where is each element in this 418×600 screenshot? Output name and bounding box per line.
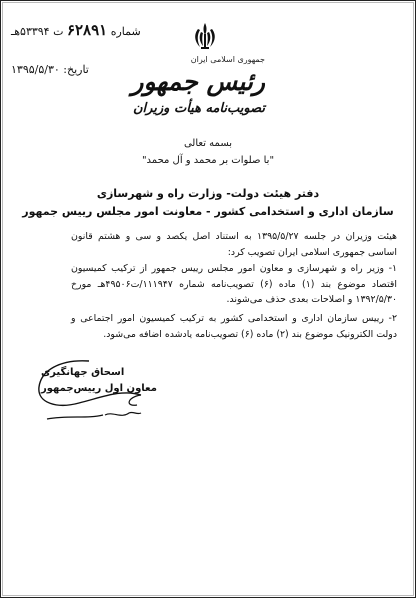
decree-item-2: ۲- رییس سازمان اداری و استخدامی کشور به ترکیب کمیسیون امور اجتماعی و دولت الکترونیک موضوع بند (۲) ماده (۶) تصویب‌نامه یادشده اضافه می‌شود. — [71, 312, 397, 340]
recipient-line-2: سازمان اداری و استخدامی کشور - معاونت امور مجلس رییس جمهور — [22, 205, 394, 218]
decree-item-1: ۱- وزیر راه و شهرسازی و معاون امور مجلس رییس جمهور از ترکیب کمیسیون اقتصاد موضوع بند (۱) ماده (۶) تصویب‌نامه شماره ۱۱۱۹۴۷/ت۴۹۵۰۶هـ مورخ ۱۳۹۲/۵/۳۰ و اصلاحات بعدی حذف می‌شوند. — [71, 263, 397, 306]
iran-emblem-icon — [188, 21, 222, 51]
signer-name: اسحاق جهانگیری — [41, 367, 125, 378]
salavat: "با صلوات بر محمد و آل محمد" — [141, 155, 275, 166]
signer-title: معاون اول رییس‌جمهور — [41, 383, 157, 394]
letter-number-label: شماره — [110, 25, 141, 38]
letter-date-label: تاریخ — [66, 63, 89, 76]
recipient-line-1: دفتر هیئت دولت- وزارت راه و شهرسازی — [96, 187, 320, 200]
republic-line: جمهوری اسلامی ایران — [190, 55, 265, 64]
letter-date: تاریخ: ۱۳۹۵/۵/۳۰ — [11, 63, 89, 76]
letter-number-suffix: ت ۵۳۳۹۴هـ — [11, 25, 64, 38]
letter-number-value: ۶۲۸۹۱ — [66, 21, 108, 39]
bismillah: بسمه تعالی — [183, 138, 233, 149]
decree-intro: هیئت وزیران در جلسه ۱۳۹۵/۵/۲۷ به استناد اصل یکصد و سی و هشتم قانون اساسی جمهوری اسلامی ایران تصویب کرد: — [71, 231, 398, 258]
decree-body — [71, 229, 397, 343]
approval-title: تصویب‌نامه هیأت وزیران — [132, 101, 265, 116]
letter-number — [11, 21, 141, 39]
letter-date-value: ۱۳۹۵/۵/۳۰ — [11, 63, 60, 76]
president-title: رئیس جمهور — [131, 67, 265, 96]
